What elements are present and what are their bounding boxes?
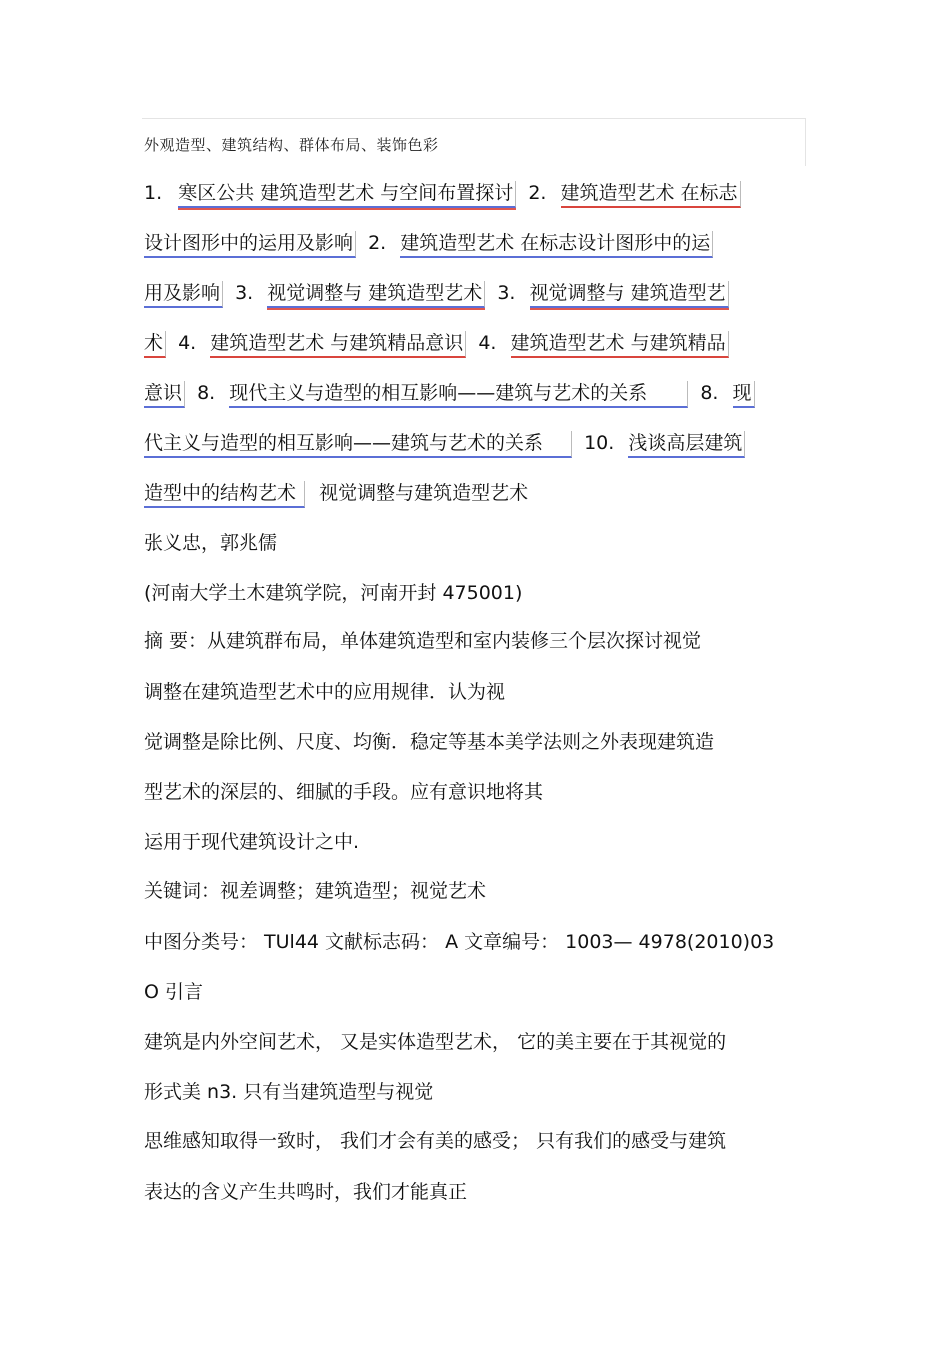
classification: 中图分类号： TUl44 文献标志码： A 文章编号： 1003— 4978(2010)03 [144,931,775,953]
body-line: 表达的含义产生共鸣时，我们才能真正 [144,1181,468,1203]
link-item[interactable]: 现 [733,381,755,408]
body-line: 建筑是内外空间艺术， 又是实体造型艺术， 它的美主要在于其视觉的 [144,1031,727,1053]
link-line-1 [144,181,741,208]
link-line-3 [144,281,729,308]
link-item[interactable]: 造型中的结构艺术 [144,481,305,508]
link-item[interactable]: 现代主义与造型的相互影响——建筑与艺术的关系 [229,381,688,408]
link-item[interactable]: 视觉调整与 建筑造型艺术 [267,281,485,308]
abstract-line: 觉调整是除比例、尺度、均衡．稳定等基本美学法则之外表现建筑造 [144,731,715,753]
link-item[interactable]: 用及影响 [144,281,223,308]
link-number: 8. [700,382,719,404]
affiliation: (河南大学土木建筑学院，河南开封 475001) [144,582,523,604]
link-item[interactable]: 术 [144,331,166,358]
link-line-2 [144,231,713,258]
section-title: O 引言 [144,981,203,1003]
keywords: 关键词：视差调整；建筑造型；视觉艺术 [144,880,487,902]
subtitle: 外观造型、建筑结构、群体布局、装饰色彩 [144,136,439,154]
authors: 张义忠，郭兆儒 [144,532,278,554]
link-item[interactable]: 代主义与造型的相互影响——建筑与艺术的关系 [144,431,572,458]
abstract-line: 型艺术的深层的、细腻的手段。应有意识地将其 [144,781,544,803]
header-box [142,118,806,166]
link-number: 2. [368,232,387,254]
link-number: 2. [528,182,547,204]
body-line: 思维感知取得一致时， 我们才会有美的感受； 只有我们的感受与建筑 [144,1130,727,1152]
link-line-6 [144,431,745,458]
link-item[interactable]: 建筑造型艺术 在标志 [561,181,741,208]
link-item[interactable]: 浅谈高层建筑 [628,431,745,458]
link-item[interactable]: 建筑造型艺术 与建筑精品 [511,331,729,358]
link-number: 10. [584,432,615,454]
link-number: 1. [144,182,163,204]
link-item[interactable]: 寒区公共 建筑造型艺术 与空间布置探讨 [178,181,516,208]
link-item[interactable]: 视觉调整与 建筑造型艺 [530,281,729,308]
link-number: 4. [178,332,197,354]
abstract-line: 摘 要：从建筑群布局，单体建筑造型和室内装修三个层次探讨视觉 [144,630,702,652]
link-line-5 [144,381,755,408]
abstract-line: 运用于现代建筑设计之中. [144,831,360,853]
body-line: 形式美 n3. 只有当建筑造型与视觉 [144,1081,434,1103]
link-item[interactable]: 设计图形中的运用及影响 [144,231,356,258]
link-number: 3. [497,282,516,304]
link-line-4 [144,331,729,358]
link-number: 8. [197,382,216,404]
link-item[interactable]: 建筑造型艺术 与建筑精品意识 [210,331,466,358]
link-item[interactable]: 建筑造型艺术 在标志设计图形中的运 [400,231,713,258]
link-line-7 [144,481,528,508]
tail-text: 视觉调整与建筑造型艺术 [319,482,529,504]
abstract-line: 调整在建筑造型艺术中的应用规律．认为视 [144,681,506,703]
link-item[interactable]: 意识 [144,381,185,408]
link-number: 3. [235,282,254,304]
link-number: 4. [478,332,497,354]
